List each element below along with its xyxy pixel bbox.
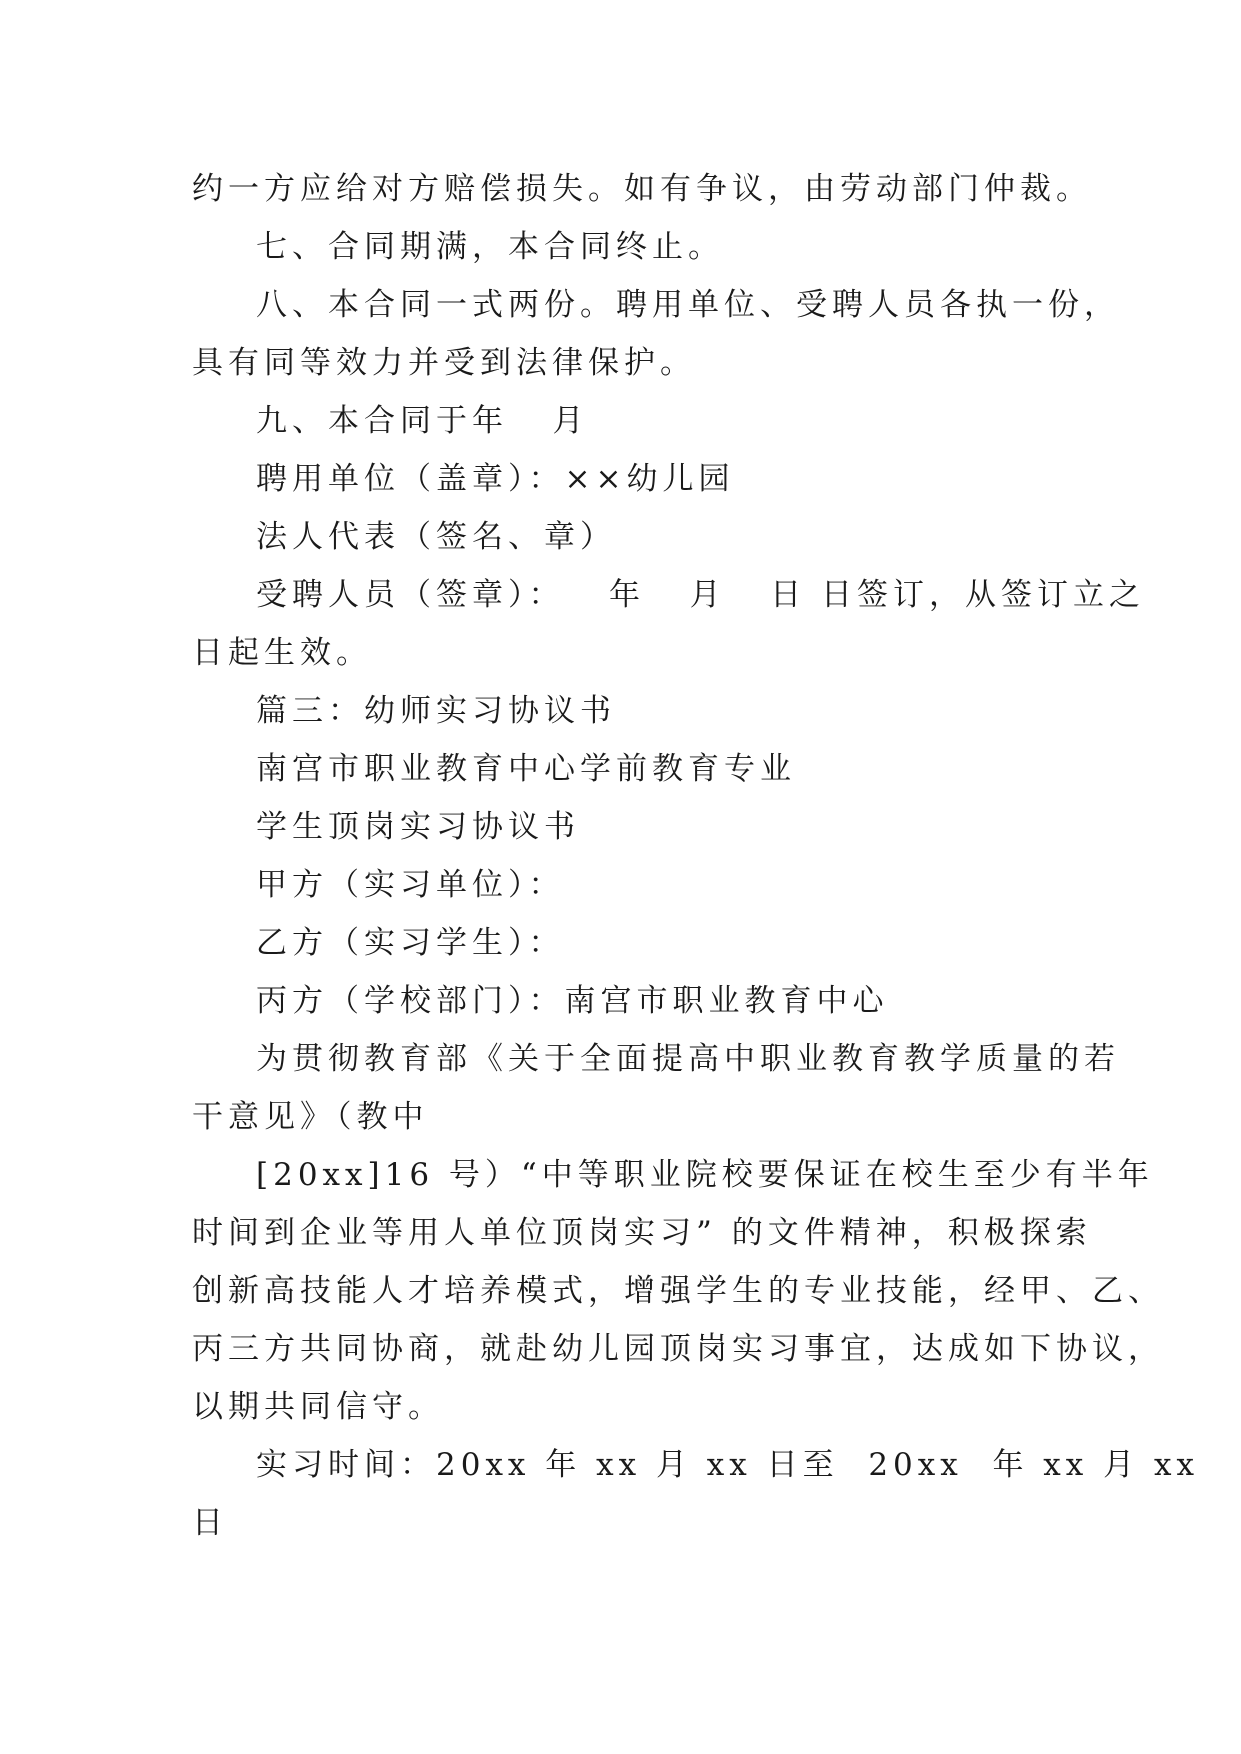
text-line: 为贯彻教育部《关于全面提高中职业教育教学质量的若 — [256, 1041, 1120, 1077]
text-line: 七、合同期满，本合同终止。 — [256, 229, 724, 265]
text-line: 具有同等效力并受到法律保护。 — [192, 345, 696, 381]
text-line: [20xx]16 号）“中等职业院校要保证在校生至少有半年 — [256, 1157, 1154, 1193]
text-line: 日起生效。 — [192, 635, 372, 671]
text-line: 乙方（实习学生）： — [256, 925, 565, 961]
text-line: 南宫市职业教育中心学前教育专业 — [256, 751, 796, 787]
text-line: 丙三方共同协商，就赴幼儿园顶岗实习事宜，达成如下协议， — [192, 1331, 1164, 1367]
section-heading: 篇三：幼师实习协议书 — [256, 693, 616, 729]
text-line: 日 — [192, 1505, 228, 1541]
text-line: 法人代表（签名、章） — [256, 519, 616, 555]
text-line: 创新高技能人才培养模式，增强学生的专业技能，经甲、乙、 — [192, 1273, 1164, 1309]
text-line: 学生顶岗实习协议书 — [256, 809, 580, 845]
document-body — [192, 160, 1199, 1552]
text-line: 干意见》（教中 — [192, 1099, 429, 1135]
text-line: 八、本合同一式两份。聘用单位、受聘人员各执一份， — [256, 287, 1120, 323]
text-line: 丙方（学校部门）：南宫市职业教育中心 — [256, 983, 889, 1019]
text-line: 受聘人员（签章）： 年 月 日 日签订，从签订立之 — [256, 577, 1146, 613]
text-line: 聘用单位（盖章）：××幼儿园 — [256, 461, 735, 497]
text-line: 九、本合同于年 月 — [256, 403, 589, 439]
text-line: 甲方（实习单位）： — [256, 867, 565, 903]
text-line: 约一方应给对方赔偿损失。如有争议，由劳动部门仲裁。 — [192, 171, 1092, 207]
text-line: 时间到企业等用人单位顶岗实习” 的文件精神，积极探索 — [192, 1215, 1092, 1251]
text-line: 实习时间：20xx 年 xx 月 xx 日至 20xx 年 xx 月 xx — [256, 1447, 1199, 1483]
text-line: 以期共同信守。 — [192, 1389, 444, 1425]
